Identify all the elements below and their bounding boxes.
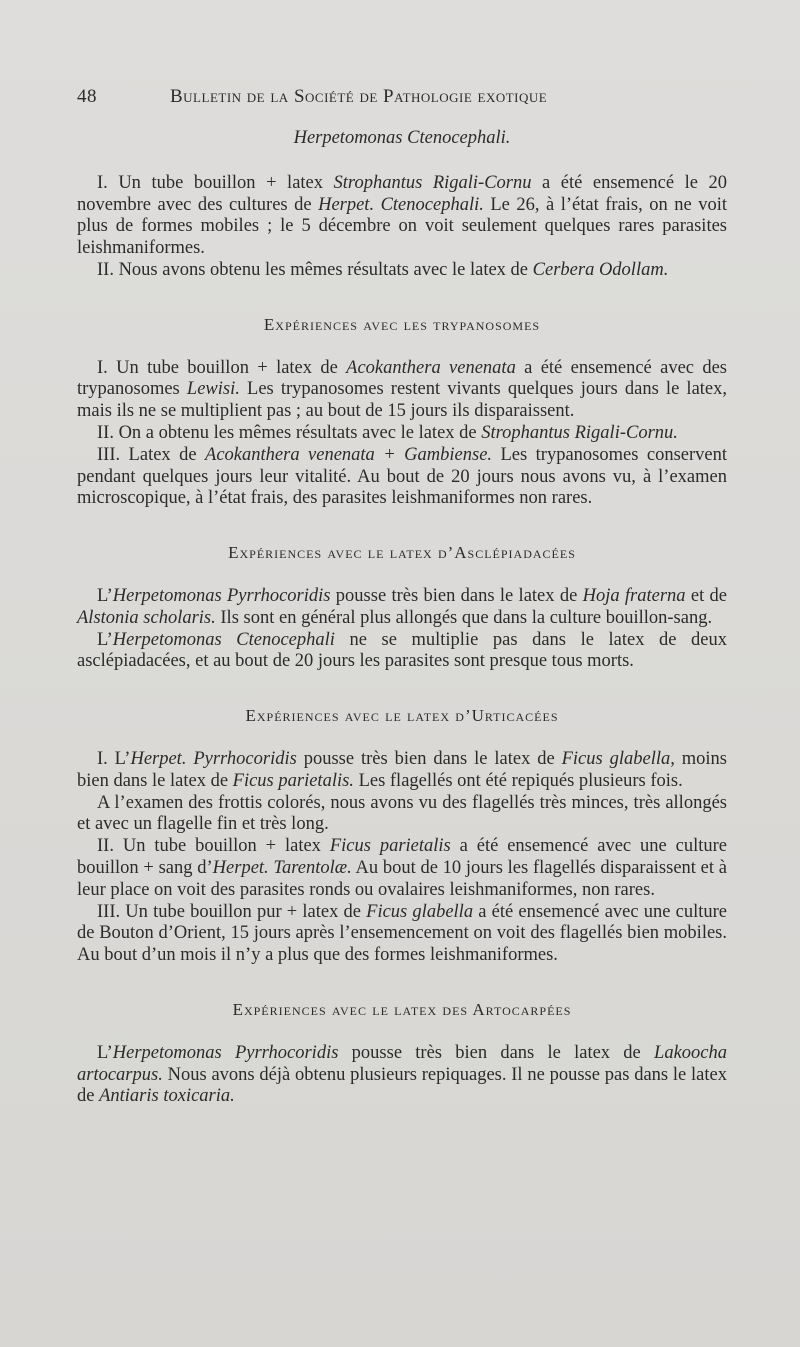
paragraph: II. Nous avons obtenu les mêmes résultats avec le latex de Cerbera Odollam. bbox=[97, 259, 669, 280]
paragraph: I. Un tube bouillon + latex Strophantus Rigali-Cornu a été ensemencé le 20 novembre avec des cultures de Herpet. Ctenocephali. Le 26, à l’état frais, on ne voit plus de formes mobiles ; le 5 décembre on voit seulement quelques rares parasites leishmaniformes. bbox=[77, 172, 728, 259]
running-title: Bulletin de la Société de Pathologie exotique bbox=[170, 86, 548, 107]
paragraph: II. On a obtenu les mêmes résultats avec le latex de Strophantus Rigali-Cornu. bbox=[97, 422, 678, 443]
article-body bbox=[77, 128, 727, 1108]
section-title-urticacees: Expériences avec le latex d’Urticacées bbox=[245, 706, 559, 726]
running-header bbox=[77, 86, 727, 114]
paragraph: I. L’Herpet. Pyrrhocoridis pousse très bien dans le latex de Ficus glabella, moins bien dans le latex de Ficus parietalis. Les flagellés ont été repiqués plusieurs fois. bbox=[77, 748, 728, 791]
paragraph: III. Latex de Acokanthera venenata + Gambiense. Les trypanosomes conservent pendant quelques jours leur vitalité. Au bout de 20 jours nous avons vu, à l’examen microscopique, à l’état frais, des parasites leishmaniformes non rares. bbox=[77, 444, 728, 509]
section-title-artocarpees: Expériences avec le latex des Artocarpées bbox=[232, 999, 572, 1019]
section-title-asclepiadacees: Expériences avec le latex d’Asclépiadacées bbox=[228, 543, 576, 563]
paragraph: L’Herpetomonas Ctenocephali ne se multiplie pas dans le latex de deux asclépiadacées, et au bout de 20 jours les parasites sont presque tous morts. bbox=[77, 629, 727, 672]
paragraph: III. Un tube bouillon pur + latex de Ficus glabella a été ensemencé avec une culture de Bouton d’Orient, 15 jours après l’ensemencement on voit des flagellés bien mobiles. Au bout d’un mois il n’y a plus que des formes leishmaniformes. bbox=[77, 901, 728, 966]
paragraph: II. Un tube bouillon + latex Ficus parietalis a été ensemencé avec une culture bouillon + sang d’Herpet. Tarentolæ. Au bout de 10 jours les flagellés disparaissent et à leur place on voit des parasites ronds ou ovalaires leishmaniformes, non rares. bbox=[77, 836, 727, 900]
paragraph: L’Herpetomonas Pyrrhocoridis pousse très bien dans le latex de Hoja fraterna et de Alstonia scholaris. Ils sont en général plus allongés que dans la culture bouillon-sang. bbox=[77, 585, 728, 628]
paragraph: L’Herpetomonas Pyrrhocoridis pousse très bien dans le latex de Lakoocha artocarpus. Nous avons déjà obtenu plusieurs repiquages. Il ne pousse pas dans le latex de Antiaris toxicaria. bbox=[77, 1042, 727, 1107]
article-title: Herpetomonas Ctenocephali. bbox=[293, 128, 511, 148]
paragraph: A l’examen des frottis colorés, nous avons vu des flagellés très minces, très allongés et avec un flagelle fin et très long. bbox=[77, 792, 727, 835]
page-number: 48 bbox=[77, 86, 97, 107]
paragraph: I. Un tube bouillon + latex de Acokanthera venenata a été ensemencé avec des trypanosomes Lewisi. Les trypanosomes restent vivants quelques jours dans le latex, mais ils ne se multiplient pas ; au bout de 15 jours ils disparaissent. bbox=[77, 357, 728, 422]
section-title-trypanosomes: Expériences avec les trypanosomes bbox=[263, 314, 541, 334]
